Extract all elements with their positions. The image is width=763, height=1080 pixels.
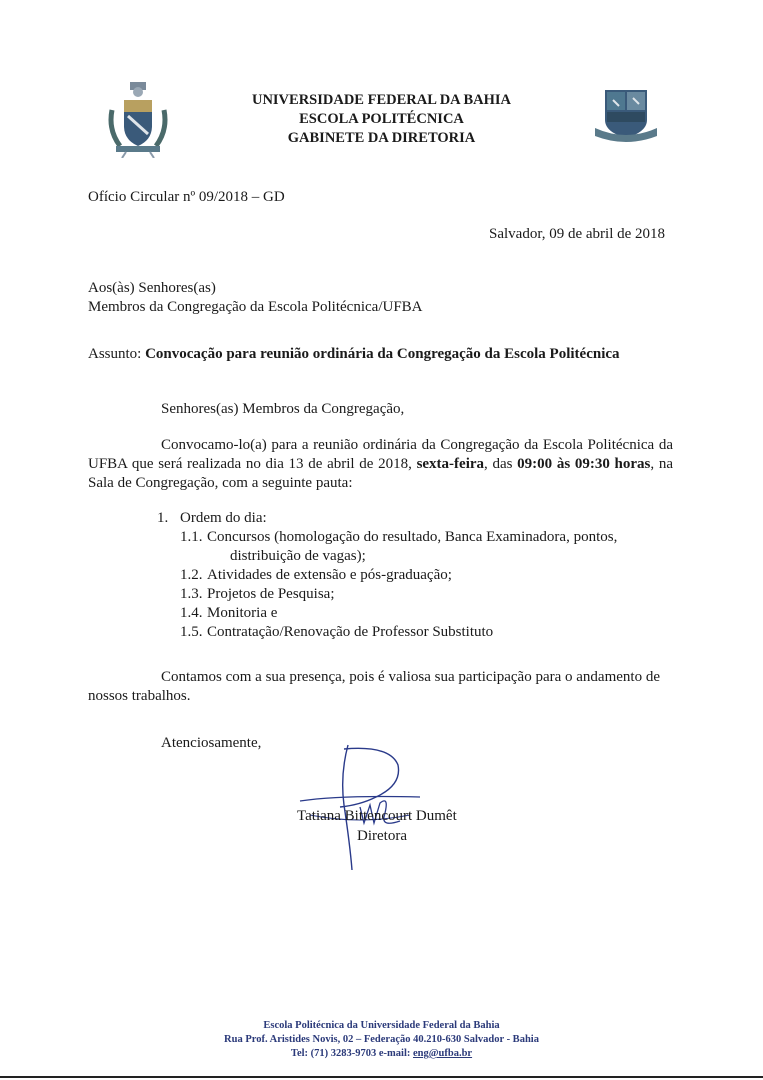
school-name: ESCOLA POLITÉCNICA: [299, 111, 464, 127]
addressee: [88, 279, 423, 317]
para1-part2: , das: [484, 456, 518, 472]
addressee-line-2: Membros da Congregação da Escola Politécnica/UFBA: [88, 299, 423, 315]
list-item: [157, 604, 617, 623]
agenda-item-number: 1.1.: [180, 529, 203, 545]
list-item: [157, 623, 617, 642]
signatory-name: Tatiana Bittencourt Dumêt: [297, 808, 457, 824]
agenda-item-text: Monitoria e: [207, 605, 278, 621]
handwritten-signature: [280, 735, 430, 875]
closing-paragraph: Contamos com a sua presença, pois é valiosa sua participação para o andamento de nossos trabalhos.: [88, 669, 660, 704]
footer-address: Rua Prof. Aristides Novis, 02 – Federação 40.210-630 Salvador - Bahia: [224, 1034, 539, 1045]
subject-text: Convocação para reunião ordinária da Congregação da Escola Politécnica: [145, 346, 620, 362]
footer: [0, 1019, 763, 1061]
list-item: [157, 566, 617, 585]
closing-salutation: Atenciosamente,: [161, 735, 262, 751]
meeting-weekday: sexta-feira: [416, 456, 485, 472]
agenda-item-number: 1.4.: [180, 605, 203, 621]
agenda-item-continuation: distribuição de vagas);: [230, 548, 366, 564]
para1-part3: , na Sala de Congregação, com a seguinte pauta:: [88, 456, 673, 491]
footer-institution: Escola Politécnica da Universidade Federal da Bahia: [263, 1020, 500, 1031]
document-number: Ofício Circular nº 09/2018 – GD: [88, 189, 285, 205]
subject-line: [88, 346, 620, 363]
signatory-role: Diretora: [357, 828, 407, 844]
footer-phone: Tel: (71) 3283-9703 e-mail:: [290, 1048, 413, 1059]
document-date: Salvador, 09 de abril de 2018: [489, 226, 666, 242]
agenda-item-number: 1.2.: [180, 567, 203, 583]
greeting: Senhores(as) Membros da Congregação,: [161, 401, 405, 417]
para1-part1: Convocamo-lo(a) para a reunião ordinária da Congregação da Escola Politécnica da UFBA que será realizada no dia 13 de abril de 2018,: [88, 437, 673, 472]
agenda-item-text: Projetos de Pesquisa;: [207, 586, 335, 602]
agenda-item-text: Atividades de extensão e pós-graduação;: [207, 567, 452, 583]
convocation-paragraph: [88, 436, 673, 493]
agenda-main-label: Ordem do dia:: [180, 510, 267, 526]
agenda-item-text: Contratação/Renovação de Professor Substituto: [207, 624, 494, 640]
agenda-main-number: 1.: [157, 510, 169, 526]
agenda-main-item: [157, 509, 617, 528]
university-name: UNIVERSIDADE FEDERAL DA BAHIA: [251, 92, 512, 108]
letterhead: [0, 91, 763, 148]
footer-email-link[interactable]: eng@ufba.br: [413, 1048, 473, 1059]
office-name: GABINETE DA DIRETORIA: [287, 130, 476, 146]
meeting-time: 09:00 às 09:30 horas: [517, 456, 651, 472]
agenda-item-number: 1.5.: [180, 624, 203, 640]
addressee-line-1: Aos(às) Senhores(as): [88, 280, 216, 296]
list-item: [157, 585, 617, 604]
agenda-item-number: 1.3.: [180, 586, 203, 602]
list-item: [157, 528, 617, 566]
page-bottom-divider: [0, 1076, 763, 1078]
footer-contact: [0, 1047, 763, 1061]
agenda-item-text: Concursos (homologação do resultado, Banca Examinadora, pontos,: [207, 529, 618, 545]
agenda-list: [157, 509, 617, 642]
subject-label: Assunto:: [88, 346, 146, 362]
